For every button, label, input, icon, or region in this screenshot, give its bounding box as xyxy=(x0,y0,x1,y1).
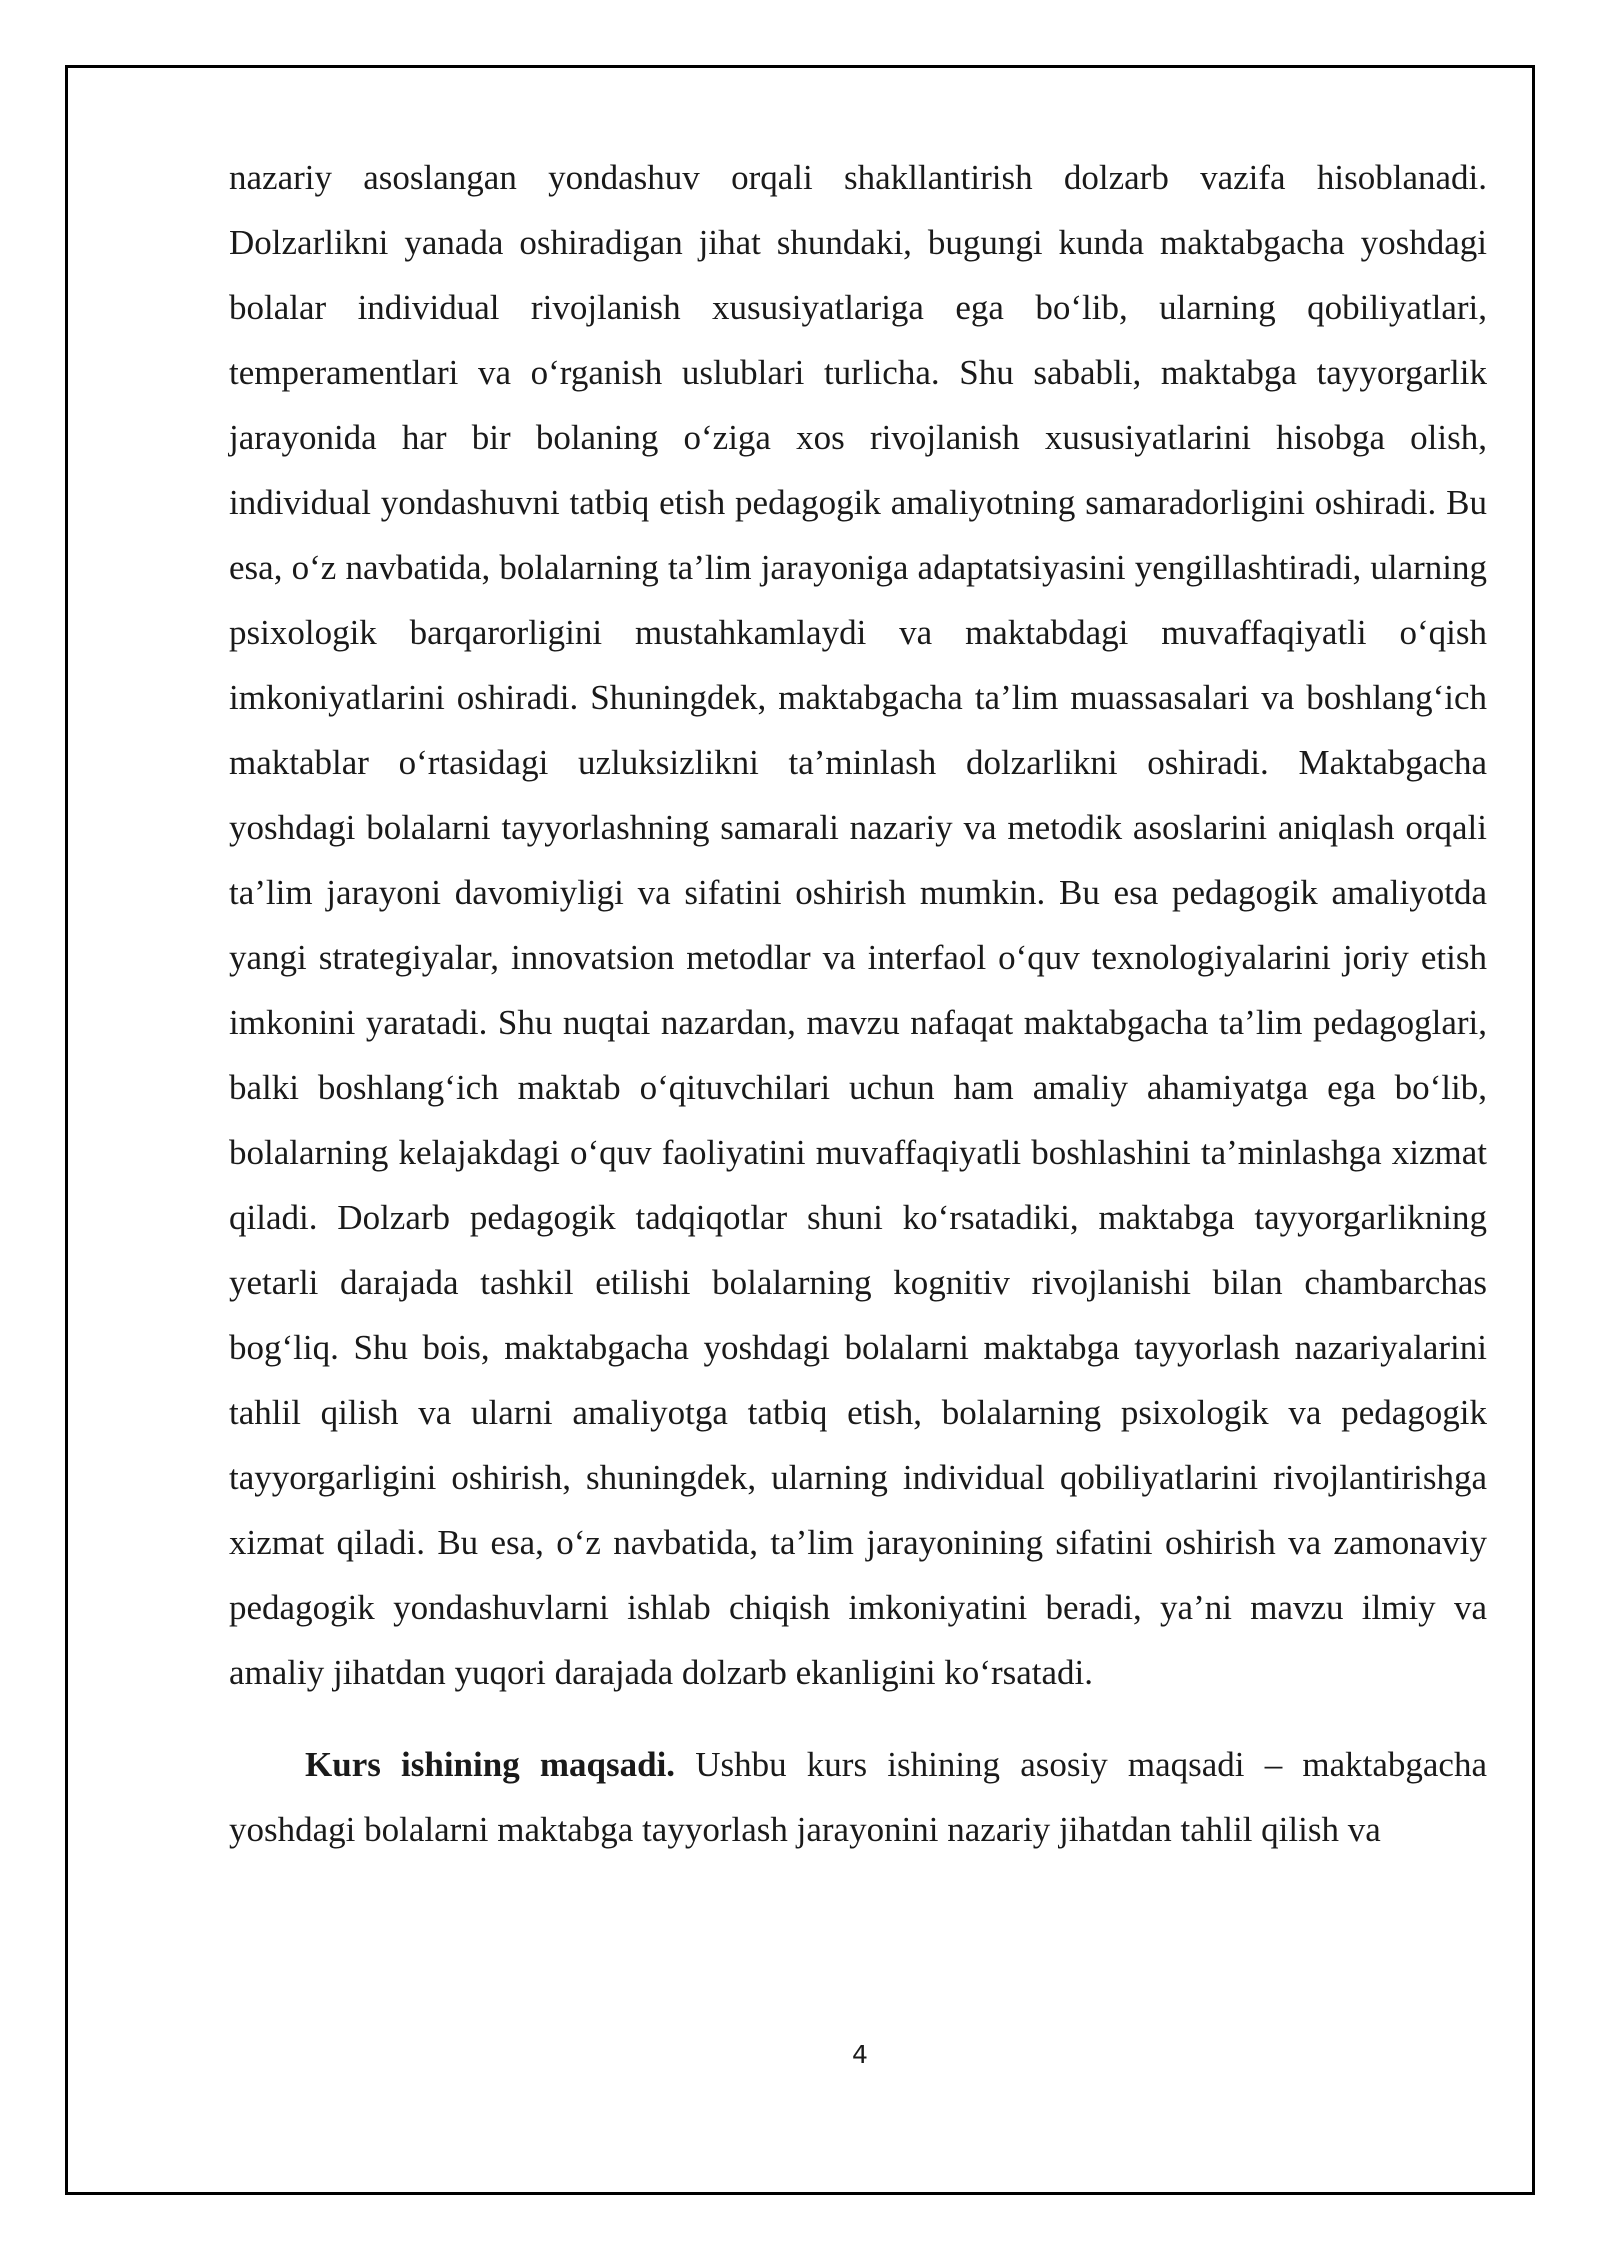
goal-text: Ushbu kurs ishining asosiy maqsadi – maktabgacha yoshdagi bolalarni maktabga tayyorlash jarayonini nazariy jihatdan tahlil qilish va xyxy=(229,1745,1487,1849)
page-number: 4 xyxy=(852,2040,868,2069)
body-paragraph: nazariy asoslangan yondashuv orqali shakllantirish dolzarb vazifa hisoblanadi. Dolzarlikni yanada oshiradigan jihat shundaki, bugungi kunda maktabgacha yoshdagi bolalar individual rivojlanish xususiyatlariga ega bo‘lib, ularning qobiliyatlari, temperamentlari va o‘rganish uslublari turlicha. Shu sababli, maktabga tayyorgarlik jarayonida har bir bolaning o‘ziga xos rivojlanish xususiyatlarini hisobga olish, individual yondashuvni tatbiq etish pedagogik amaliyotning samaradorligini oshiradi. Bu esa, o‘z navbatida, bolalarning ta’lim jarayoniga adaptatsiyasini yengillashtiradi, ularning psixologik barqarorligini mustahkamlaydi va maktabdagi muvaffaqiyatli o‘qish imkoniyatlarini oshiradi. Shuningdek, maktabgacha ta’lim muassasalari va boshlang‘ich maktablar o‘rtasidagi uzluksizlikni ta’minlash dolzarlikni oshiradi. Maktabgacha yoshdagi bolalarni tayyorlashning samarali nazariy va metodik asoslarini aniqlash orqali ta’lim jarayoni davomiyligi va sifatini oshirish mumkin. Bu esa pedagogik amaliyotda yangi strategiyalar, innovatsion metodlar va interfaol o‘quv texnologiyalarini joriy etish imkonini yaratadi. Shu nuqtai nazardan, mavzu nafaqat maktabgacha ta’lim pedagoglari, balki boshlang‘ich maktab o‘qituvchilari uchun ham amaliy ahamiyatga ega bo‘lib, bolalarning kelajakdagi o‘quv faoliyatini muvaffaqiyatli boshlashini ta’minlashga xizmat qiladi. Dolzarb pedagogik tadqiqotlar shuni ko‘rsatadiki, maktabga tayyorgarlikning yetarli darajada tashkil etilishi bolalarning kognitiv rivojlanishi bilan chambarchas bog‘liq. Shu bois, maktabgacha yoshdagi bolalarni maktabga tayyorlash nazariyalarini tahlil qilish va ularni amaliyotga tatbiq etish, bolalarning psixologik va pedagogik tayyorgarligini oshirish, shuningdek, ularning individual qobiliyatlarini rivojlantirishga xizmat qiladi. Bu esa, o‘z navbatida, ta’lim jarayonining sifatini oshirish va zamonaviy pedagogik yondashuvlarni ishlab chiqish imkoniyatini beradi, ya’ni mavzu ilmiy va amaliy jihatdan yuqori darajada dolzarb ekanligini ko‘rsatadi. xyxy=(229,158,1487,1692)
goal-paragraph xyxy=(229,1732,1487,1862)
document-body xyxy=(229,145,1487,1862)
goal-heading: Kurs ishining maqsadi. xyxy=(305,1745,676,1784)
